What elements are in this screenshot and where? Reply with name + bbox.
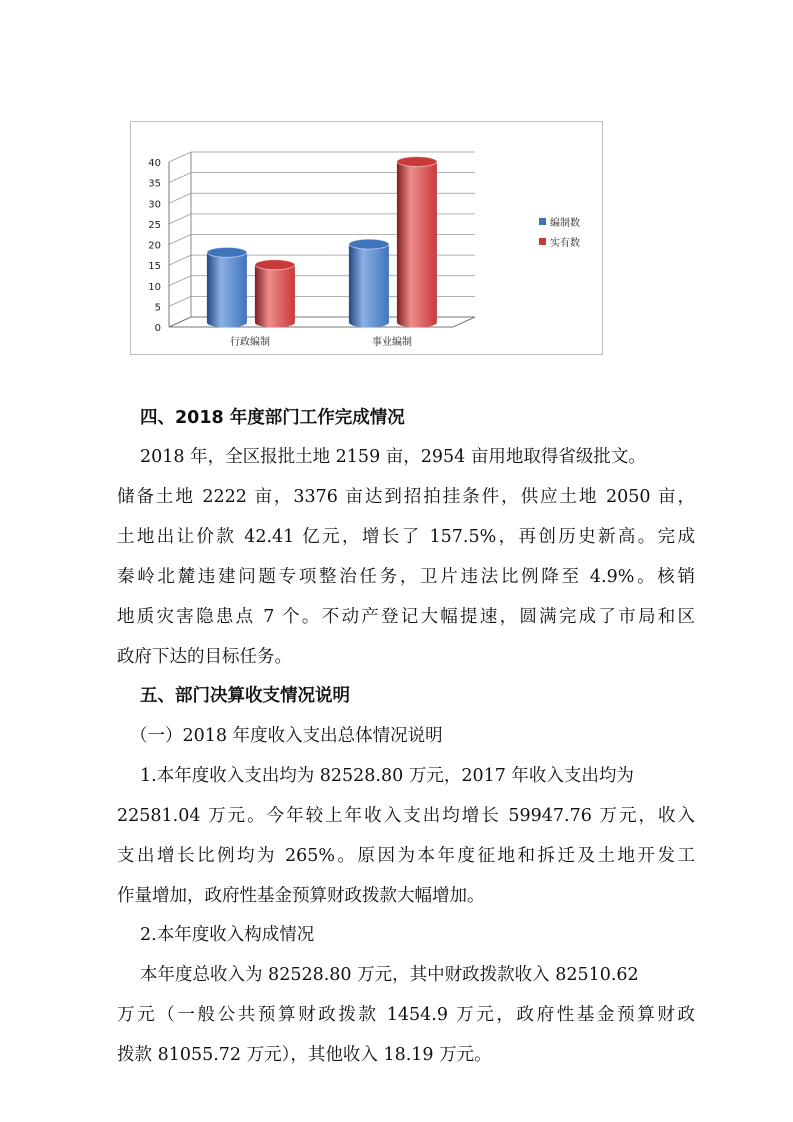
legend-label: 编制数 <box>550 218 580 229</box>
paragraph-line: 22581.04 万元。今年较上年收入支出均增长 59947.76 万元，收入 <box>117 806 695 826</box>
paragraph-line: 政府下达的目标任务。 <box>117 647 292 667</box>
y-tick-label: 5 <box>154 302 161 314</box>
y-tick-label: 25 <box>148 219 161 231</box>
section4-heading: 四、2018 年度部门工作完成情况 <box>140 408 405 428</box>
bar-编制数-事业编制 <box>349 244 389 327</box>
paragraph-line: 支出增长比例均为 265%。原因为本年度征地和拆迁及土地开发工 <box>117 846 695 866</box>
subsection-heading: （一）2018 年度收入支出总体情况说明 <box>130 726 443 746</box>
paragraph-line: 土地出让价款 42.41 亿元，增长了 157.5%，再创历史新高。完成 <box>117 527 695 547</box>
legend-swatch <box>539 238 546 245</box>
gridline-side <box>169 214 191 224</box>
legend-label: 实有数 <box>550 238 580 249</box>
paragraph-line: 万元（一般公共预算财政拨款 1454.9 万元，政府性基金预算财政 <box>117 1005 695 1025</box>
gridline-side <box>169 296 191 306</box>
bar-top <box>397 157 437 167</box>
y-tick-label: 0 <box>154 323 161 334</box>
gridline-side <box>169 276 191 286</box>
y-tick-label: 40 <box>148 158 161 169</box>
gridline-side <box>169 255 191 265</box>
bar-实有数-行政编制 <box>255 265 295 328</box>
paragraph-line: 储备土地 2222 亩，3376 亩达到招拍挂条件，供应土地 2050 亩， <box>117 487 695 507</box>
y-tick-label: 20 <box>148 240 161 252</box>
paragraph-line: 地质灾害隐患点 7 个。不动产登记大幅提速，圆满完成了市局和区 <box>117 607 695 627</box>
bar-top <box>255 260 295 270</box>
gridline-side <box>169 173 191 183</box>
bar-实有数-事业编制 <box>397 162 437 328</box>
paragraph-line: 作量增加，政府性基金预算财政拨款大幅增加。 <box>117 886 485 906</box>
gridline-side <box>169 152 191 162</box>
y-tick-label: 30 <box>148 199 161 211</box>
bar-top <box>349 239 389 249</box>
legend-swatch <box>539 218 546 225</box>
paragraph-line: 1.本年度收入支出均为 82528.80 万元，2017 年收入支出均为 <box>140 766 634 786</box>
bar-编制数-行政编制 <box>207 252 247 327</box>
y-tick-label: 10 <box>148 281 161 293</box>
y-tick-label: 15 <box>148 261 161 273</box>
gridline-side <box>169 235 191 245</box>
subsection-heading: 2.本年度收入构成情况 <box>140 925 315 945</box>
bar-top <box>207 247 247 257</box>
paragraph-line: 本年度总收入为 82528.80 万元，其中财政拨款收入 82510.62 <box>140 965 639 985</box>
x-category-label: 行政编制 <box>230 337 270 348</box>
y-tick-label: 35 <box>148 178 161 190</box>
section5-heading: 五、部门决算收支情况说明 <box>140 686 350 706</box>
gridline-side <box>169 193 191 203</box>
paragraph-line: 拨款 81055.72 万元），其他收入 18.19 万元。 <box>117 1045 492 1065</box>
paragraph-line: 2018 年，全区报批土地 2159 亩，2954 亩用地取得省级批文。 <box>140 447 646 467</box>
chart-canvas <box>131 122 602 354</box>
staffing-chart <box>130 121 603 355</box>
paragraph-line: 秦岭北麓违建问题专项整治任务，卫片违法比例降至 4.9%。核销 <box>117 567 695 587</box>
x-category-label: 事业编制 <box>372 337 412 348</box>
